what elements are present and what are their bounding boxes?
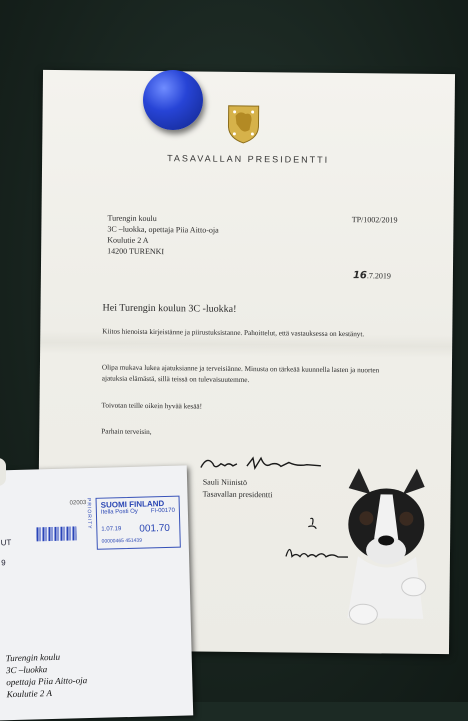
boston-terrier-photo <box>327 468 439 629</box>
paragraph: Kiitos hienoista kirjeistänne ja piirustuksistanne. Pahoittelut, että vastauksessa on kestänyt. <box>102 327 365 339</box>
envelope-text-fragment: UT <box>0 538 12 548</box>
address-line: opettaja Piia Aitto-oja <box>6 675 88 688</box>
address-line: Turengin koulu <box>5 651 61 664</box>
stamp-operator: Itella Posti Oy <box>100 508 138 516</box>
stamp-postcode: FI-00170 <box>150 507 175 515</box>
reference-number: TP/1002/2019 <box>351 215 398 225</box>
stamp-serial: 00000465 451439 <box>101 537 143 545</box>
address-line: 3C –luokka, opettaja Piia Aitto-oja <box>107 224 219 235</box>
envelope-code: 02003 <box>69 500 87 507</box>
address-line: 14200 TURENKI <box>107 246 165 257</box>
letter-date <box>353 270 391 281</box>
signatory-title: Tasavallan presidentti <box>202 489 273 500</box>
signatory <box>203 477 273 502</box>
date-month-year: .7.2019 <box>366 271 391 281</box>
priority-label: PRIORITY <box>85 497 93 530</box>
blue-magnet <box>143 70 203 130</box>
address-line: Turengin koulu <box>107 213 157 224</box>
paragraph: Toivotan teille oikein hyvää kesää! <box>101 401 203 411</box>
stamp-country: SUOMI FINLAND <box>100 499 165 510</box>
recipient-address <box>107 213 219 258</box>
postage-stamp <box>96 496 181 550</box>
envelope-text-fragment: 9 <box>1 558 6 568</box>
letterhead-title: TASAVALLAN PRESIDENTTI <box>167 153 330 165</box>
stamp-date: 1.07.19 <box>101 526 122 533</box>
signatory-name: Sauli Niinistö <box>202 477 248 488</box>
handwritten-day: 16 <box>352 270 367 282</box>
envelope <box>0 465 193 720</box>
address-line: Koulutie 2 A <box>6 688 53 700</box>
paragraph: Olipa mukava lukea ajatuksianne ja terveisiänne. Minusta on tärkeää kuunnella lasten ja nuorten ajatuksia elämästä, sillä teissä on tulevaisuutemme. <box>101 363 380 385</box>
handwritten-signature <box>197 451 327 476</box>
datamatrix-barcode <box>36 526 76 541</box>
greeting: Hei Turengin koulun 3C -luokka! <box>102 302 237 315</box>
address-line: 3C –luokka <box>5 664 48 676</box>
stamp-price: 001.70 <box>139 522 171 535</box>
closing: Parhain terveisin, <box>101 427 152 437</box>
address-line: Koulutie 2 A <box>107 235 149 245</box>
envelope-address <box>6 650 88 700</box>
coat-of-arms-icon <box>225 104 261 144</box>
